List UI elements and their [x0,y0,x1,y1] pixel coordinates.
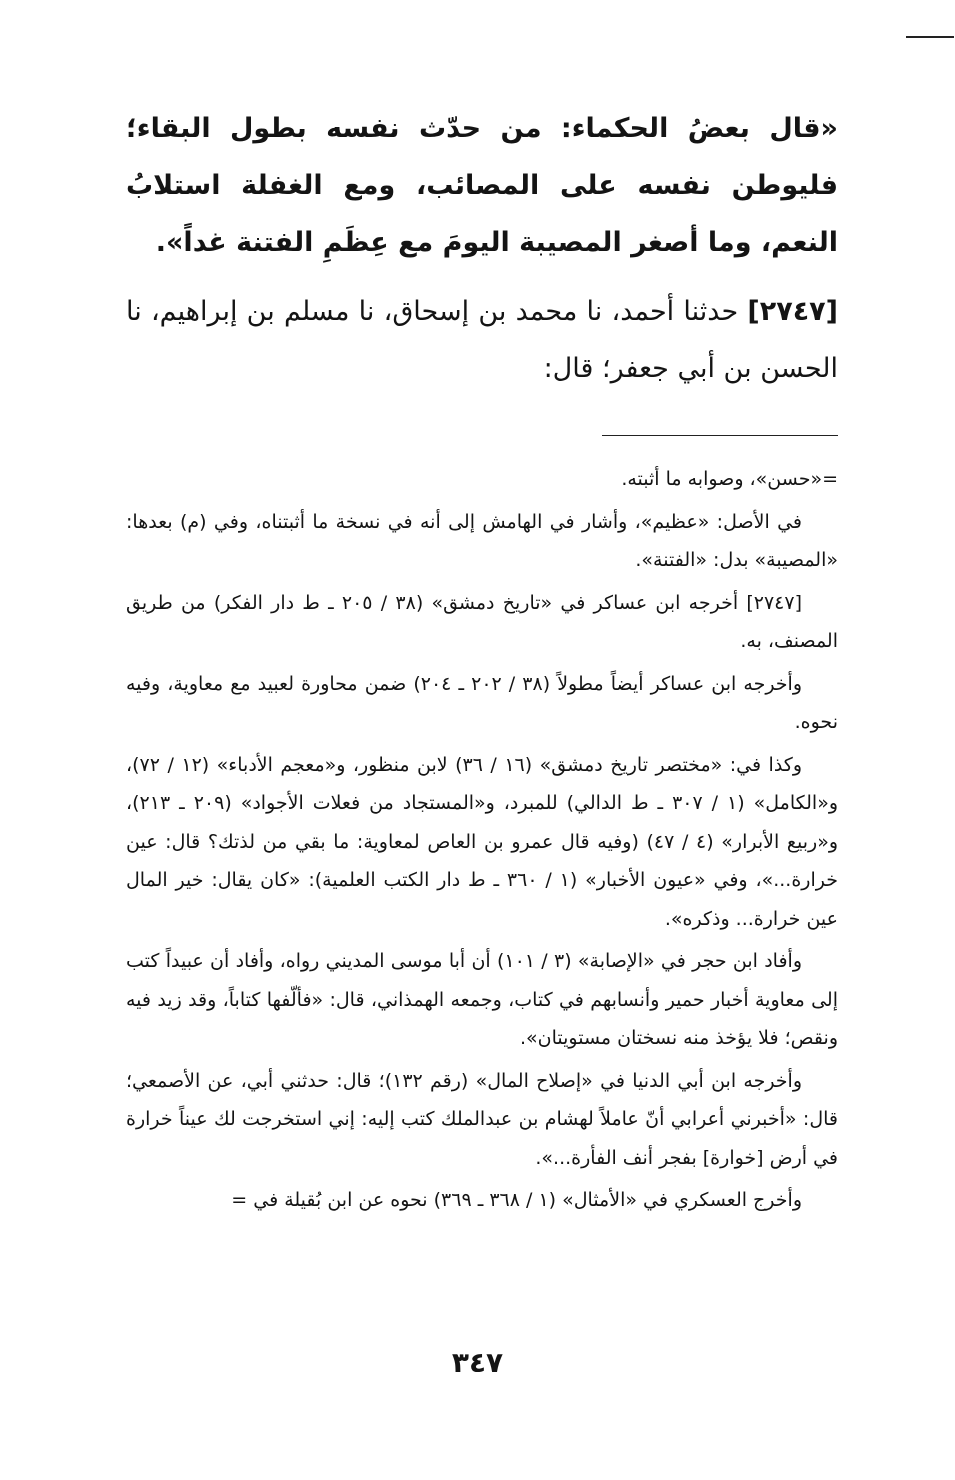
footnote-paragraph: =«حسن»، وصوابه ما أثبته. [621,468,838,490]
footnote-divider [602,435,838,436]
hadith-chain: حدثنا أحمد، نا محمد بن إسحاق، نا مسلم بن إبراهيم، نا الحسن بن أبي جعفر؛ قال: [126,296,838,384]
footnotes [126,460,838,1220]
main-text [126,100,838,397]
top-corner-rule [906,36,954,38]
hadith-paragraph [126,283,838,397]
footnote-paragraph: [٢٧٤٧] أخرجه ابن عساكر في «تاريخ دمشق» (٣٨ / ٢٠٥ ـ ط دار الفكر) من طريق المصنف، به. [126,591,838,652]
footnote-paragraph: وأخرج العسكري في «الأمثال» (١ / ٣٦٨ ـ ٣٦٩) نحوه عن ابن بُقيلة في = [231,1189,802,1211]
page-body [126,100,838,1224]
footnote-paragraph: وكذا في: «مختصر تاريخ دمشق» (١٦ / ٣٦) لابن منظور، و«معجم الأدباء» (١٢ / ٧٢)، و«الكامل» (١ / ٣٠٧ ـ ط الدالي) للمبرد، و«المستجاد من فعلات الأجواد» (٢٠٩ ـ ٢١٣)، و«ربيع الأبرار» (٤ / ٤٧) (وفيه قال عمرو بن العاص لمعاوية: ما بقي من لذتك؟ قال: عين خرارة...»، وفي «عيون الأخبار» (١ / ٣٦٠ ـ ط دار الكتب العلمية): «كان يقال: خير المال عين خرارة... وذكره». [126,753,838,930]
wisdom-quote: «قال بعضُ الحكماء: من حدّث نفسه بطول البقاء؛ فليوطن نفسه على المصائب، ومع الغفلة استلابُ النعم، وما أصغر المصيبة اليومَ مع عِظَمِ الفتنة غداً». [126,113,838,258]
footnote-paragraph: وأخرجه ابن أبي الدنيا في «إصلاح المال» (رقم ١٣٢)؛ قال: حدثني أبي، عن الأصمعي؛ قال: «أخبرني أعرابي أنّ عاملاً لهشام بن عبدالملك كتب إليه: إني استخرجت لك عيناً خرارة في أرض [خوارة] بفجر أنف الفأرة...». [126,1069,838,1169]
footnote-paragraph: وأفاد ابن حجر في «الإصابة» (٣ / ١٠١) أن أبا موسى المديني رواه، وأفاد أن عبيداً كتب إلى معاوية أخبار حمير وأنسابهم في كتاب، وجمعه الهمذاني، قال: «فألّفها كتاباً، وقد زيد فيه ونقص؛ فلا يؤخذ منه نسختان مستويتان». [126,950,838,1049]
footnote-paragraph: في الأصل: «عظيم»، وأشار في الهامش إلى أنه في نسخة ما أثبتناه، وفي (م) بعدها: «المصيبة» بدل: «الفتنة». [126,510,838,571]
hadith-number: [٢٧٤٧] [747,296,838,327]
footnote-paragraph: وأخرجه ابن عساكر أيضاً مطولاً (٣٨ / ٢٠٢ ـ ٢٠٤) ضمن محاورة لعبيد مع معاوية، وفيه نحوه. [126,672,838,733]
page-number: ٣٤٧ [451,1346,504,1379]
